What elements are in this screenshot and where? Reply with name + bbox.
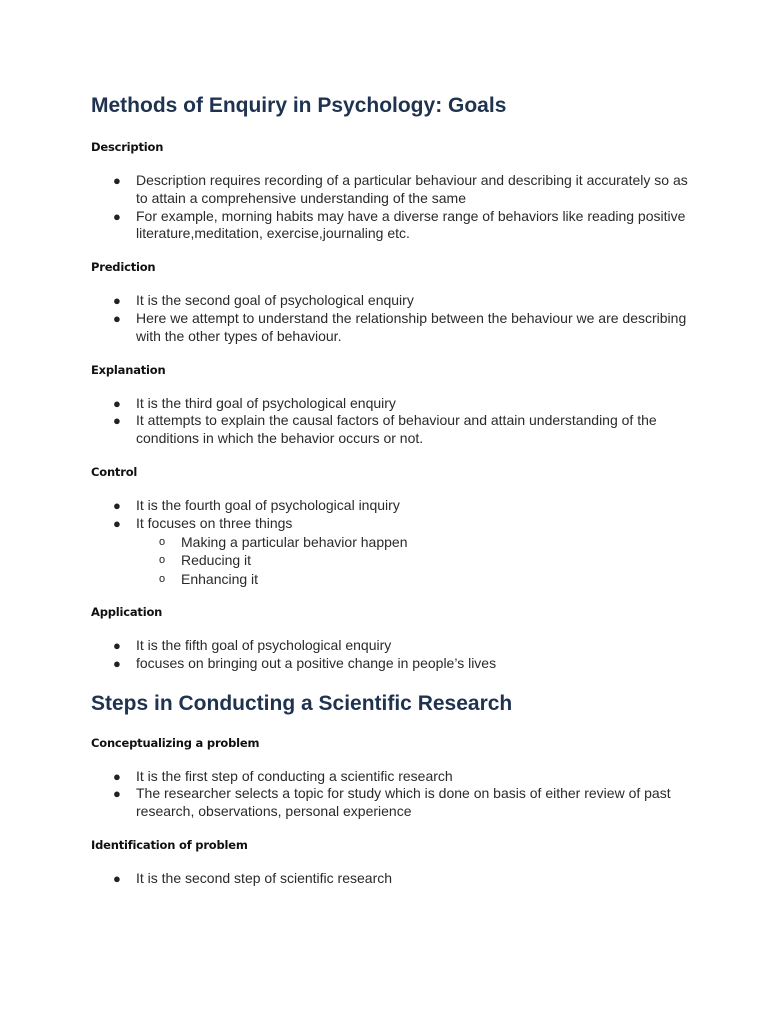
document-body <box>91 92 691 905</box>
circle-bullet-icon: o <box>159 554 166 567</box>
list-item: ● It is the fifth goal of psychological enquiry <box>113 637 392 654</box>
list-item: ● It is the second goal of psychological enquiry <box>113 292 414 309</box>
list-item: ● It focuses on three things o Making a particular behavior happen o Reducing it o Enhancing it <box>91 515 691 588</box>
bullet-list-prediction <box>91 292 691 345</box>
bullet-list-description <box>91 172 691 243</box>
list-item: ● It is the fourth goal of psychological inquiry <box>113 496 400 513</box>
bullet-icon: ● <box>113 413 121 429</box>
bullet-list-explanation <box>91 395 691 448</box>
section-heading-steps: Steps in Conducting a Scientific Research <box>91 691 513 715</box>
sub-list-item: o Reducing it <box>159 552 252 569</box>
subheading-conceptualizing: Conceptualizing a problem <box>91 735 260 750</box>
list-item: ● It is the third goal of psychological enquiry <box>113 394 396 411</box>
bullet-list-identification <box>91 870 691 888</box>
bullet-icon: ● <box>113 638 121 654</box>
bullet-icon: ● <box>113 395 121 411</box>
sub-list-control <box>136 533 691 589</box>
sub-list-item: o Enhancing it <box>159 570 259 587</box>
sub-list-item: o Making a particular behavior happen <box>159 533 408 550</box>
bullet-icon: ● <box>113 871 121 887</box>
list-item: ● It attempts to explain the causal factors of behaviour and attain understanding of the conditions in which the behavior occurs or not. <box>113 412 657 447</box>
bullet-icon: ● <box>113 208 121 224</box>
list-item: ● It is the second step of scientific research <box>113 870 393 887</box>
subheading-control: Control <box>91 464 138 479</box>
circle-bullet-icon: o <box>159 535 166 548</box>
bullet-list-application <box>91 637 691 673</box>
circle-bullet-icon: o <box>159 572 166 585</box>
bullet-icon: ● <box>113 655 121 671</box>
subheading-prediction: Prediction <box>91 260 156 275</box>
list-item: ● Description requires recording of a particular behaviour and describing it accurately so as to attain a comprehensive understanding of the same <box>113 172 688 206</box>
list-item: ● For example, morning habits may have a diverse range of behaviors like reading positive literature,meditation, exercise,journaling etc. <box>113 207 686 242</box>
bullet-icon: ● <box>113 173 121 188</box>
bullet-list-conceptualizing <box>91 768 691 821</box>
list-item: ● It is the first step of conducting a scientific research <box>113 767 453 784</box>
bullet-icon: ● <box>113 768 121 784</box>
list-item: ● focuses on bringing out a positive change in people’s lives <box>113 654 497 671</box>
bullet-icon: ● <box>113 310 121 326</box>
bullet-icon: ● <box>113 293 121 309</box>
subheading-explanation: Explanation <box>91 362 166 377</box>
subheading-identification: Identification of problem <box>91 838 248 853</box>
list-item: ● The researcher selects a topic for study which is done on basis of either review of past research, observations, personal experience <box>113 785 671 820</box>
list-item: ● Here we attempt to understand the relationship between the behaviour we are describing with the other types of behaviour. <box>113 309 687 344</box>
bullet-list-control <box>91 497 691 588</box>
subheading-description: Description <box>91 140 164 154</box>
section-heading-goals: Methods of Enquiry in Psychology: Goals <box>91 94 507 117</box>
bullet-icon: ● <box>113 786 121 802</box>
bullet-icon: ● <box>113 515 121 531</box>
subheading-application: Application <box>91 605 163 620</box>
bullet-icon: ● <box>113 497 121 513</box>
